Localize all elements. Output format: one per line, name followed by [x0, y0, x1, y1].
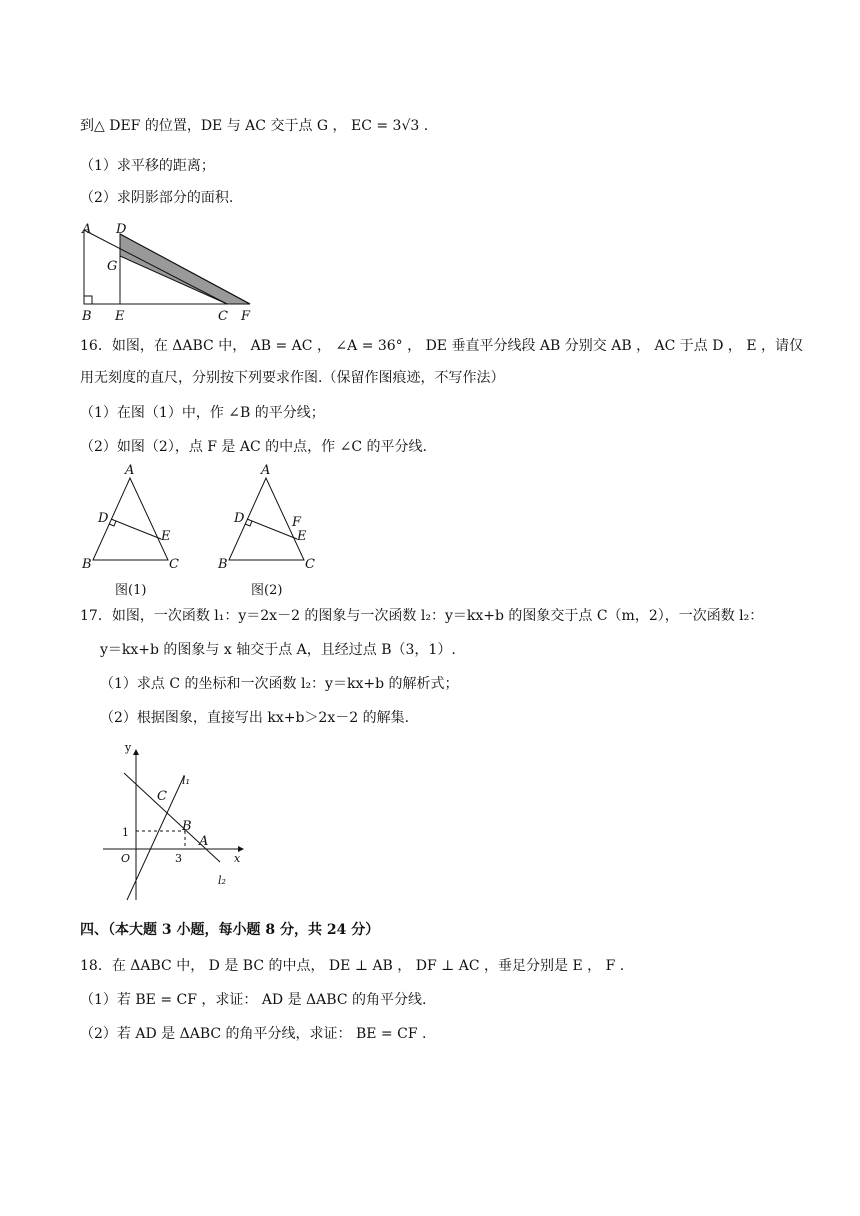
fig16-1-caption: 图(1) — [115, 583, 147, 598]
fig16-2-label-d: D — [234, 511, 245, 526]
fig16-1-label-b: B — [82, 557, 92, 572]
fig15-label-g: G — [107, 259, 118, 274]
q15-part2: （2）求阴影部分的面积. — [80, 190, 234, 206]
q15-text-line1: 到△ DEF 的位置，DE 与 AC 交于点 G ， EC = 3√3 . — [80, 118, 429, 134]
fig16-2-caption: 图(2) — [251, 583, 283, 598]
fig16-2-label-a: A — [261, 463, 271, 478]
fig16-2-label-f: F — [292, 515, 302, 530]
q18-part2: （2）若 AD 是 ΔABC 的角平分线，求证： BE = CF . — [80, 1026, 427, 1042]
figure-16-2 — [214, 460, 324, 600]
fig17-label-c: C — [157, 789, 167, 804]
fig17-label-b: B — [182, 819, 192, 834]
triangle-abc — [84, 230, 227, 304]
fig17-tick-3: 3 — [175, 852, 182, 865]
fig15-label-d: D — [116, 222, 127, 237]
fig16-2-label-b: B — [218, 557, 228, 572]
fig16-1-label-e: E — [161, 529, 171, 544]
figure-16-1 — [78, 460, 188, 600]
q17-part1: （1）求点 C 的坐标和一次函数 l₂：y＝kx+b 的解析式； — [100, 676, 459, 692]
fig17-label-a: A — [199, 834, 209, 849]
fig17-label-x: x — [234, 852, 241, 865]
fig15-label-e: E — [115, 309, 125, 324]
fig16-1-label-a: A — [125, 463, 135, 478]
fig16-2-label-c: C — [305, 557, 315, 572]
q17-text-line1: 17．如图，一次函数 l₁：y＝2x－2 的图象与一次函数 l₂：y＝kx+b 的图象交于点 C（m，2），一次函数 l₂： — [80, 608, 764, 624]
fig15-label-c: C — [218, 309, 228, 324]
fig15-label-f: F — [241, 309, 251, 324]
fig15-label-a: A — [82, 222, 92, 237]
fig17-label-y: y — [125, 741, 132, 754]
fig16-1-label-d: D — [98, 511, 109, 526]
q16-text-line1: 16．如图，在 ΔABC 中， AB = AC ， ∠A = 36° ， DE 垂直平分线段 AB 分别交 AB ， AC 于点 D ， E ，请仅 — [80, 338, 804, 354]
q15-part1: （1）求平移的距离； — [80, 158, 215, 174]
fig17-tick-1: 1 — [122, 826, 129, 839]
q17-text-line2: y＝kx+b 的图象与 x 轴交于点 A，且经过点 B（3，1）. — [100, 642, 456, 658]
fig17-label-l2: l₂ — [218, 874, 226, 887]
right-angle-mark — [84, 296, 92, 304]
fig17-label-l1: l₁ — [182, 774, 190, 787]
section-4-heading: 四、（本大题 3 小题，每小题 8 分，共 24 分） — [80, 922, 380, 938]
q17-part2: （2）根据图象，直接写出 kx+b＞2x－2 的解集. — [100, 710, 410, 726]
q16-part1: （1）在图（1）中，作 ∠B 的平分线； — [80, 405, 325, 421]
triangle-def — [120, 234, 250, 304]
fig16-1-label-c: C — [169, 557, 179, 572]
figure-15 — [78, 218, 268, 328]
fig15-label-b: B — [82, 309, 92, 324]
q16-text-line2: 用无刻度的直尺，分别按下列要求作图.（保留作图痕迹，不写作法） — [80, 370, 505, 386]
q18-part1: （1）若 BE = CF ，求证： AD 是 ΔABC 的角平分线. — [80, 992, 427, 1008]
q18-text-line1: 18．在 ΔABC 中， D 是 BC 的中点， DE ⊥ AB ， DF ⊥ AC ，垂足分别是 E ， F . — [80, 958, 625, 974]
figure-17-graph — [100, 738, 260, 908]
fig17-label-o: O — [121, 852, 131, 865]
fig16-2-label-e: E — [297, 529, 307, 544]
q16-part2: （2）如图（2），点 F 是 AC 的中点，作 ∠C 的平分线. — [80, 439, 427, 455]
